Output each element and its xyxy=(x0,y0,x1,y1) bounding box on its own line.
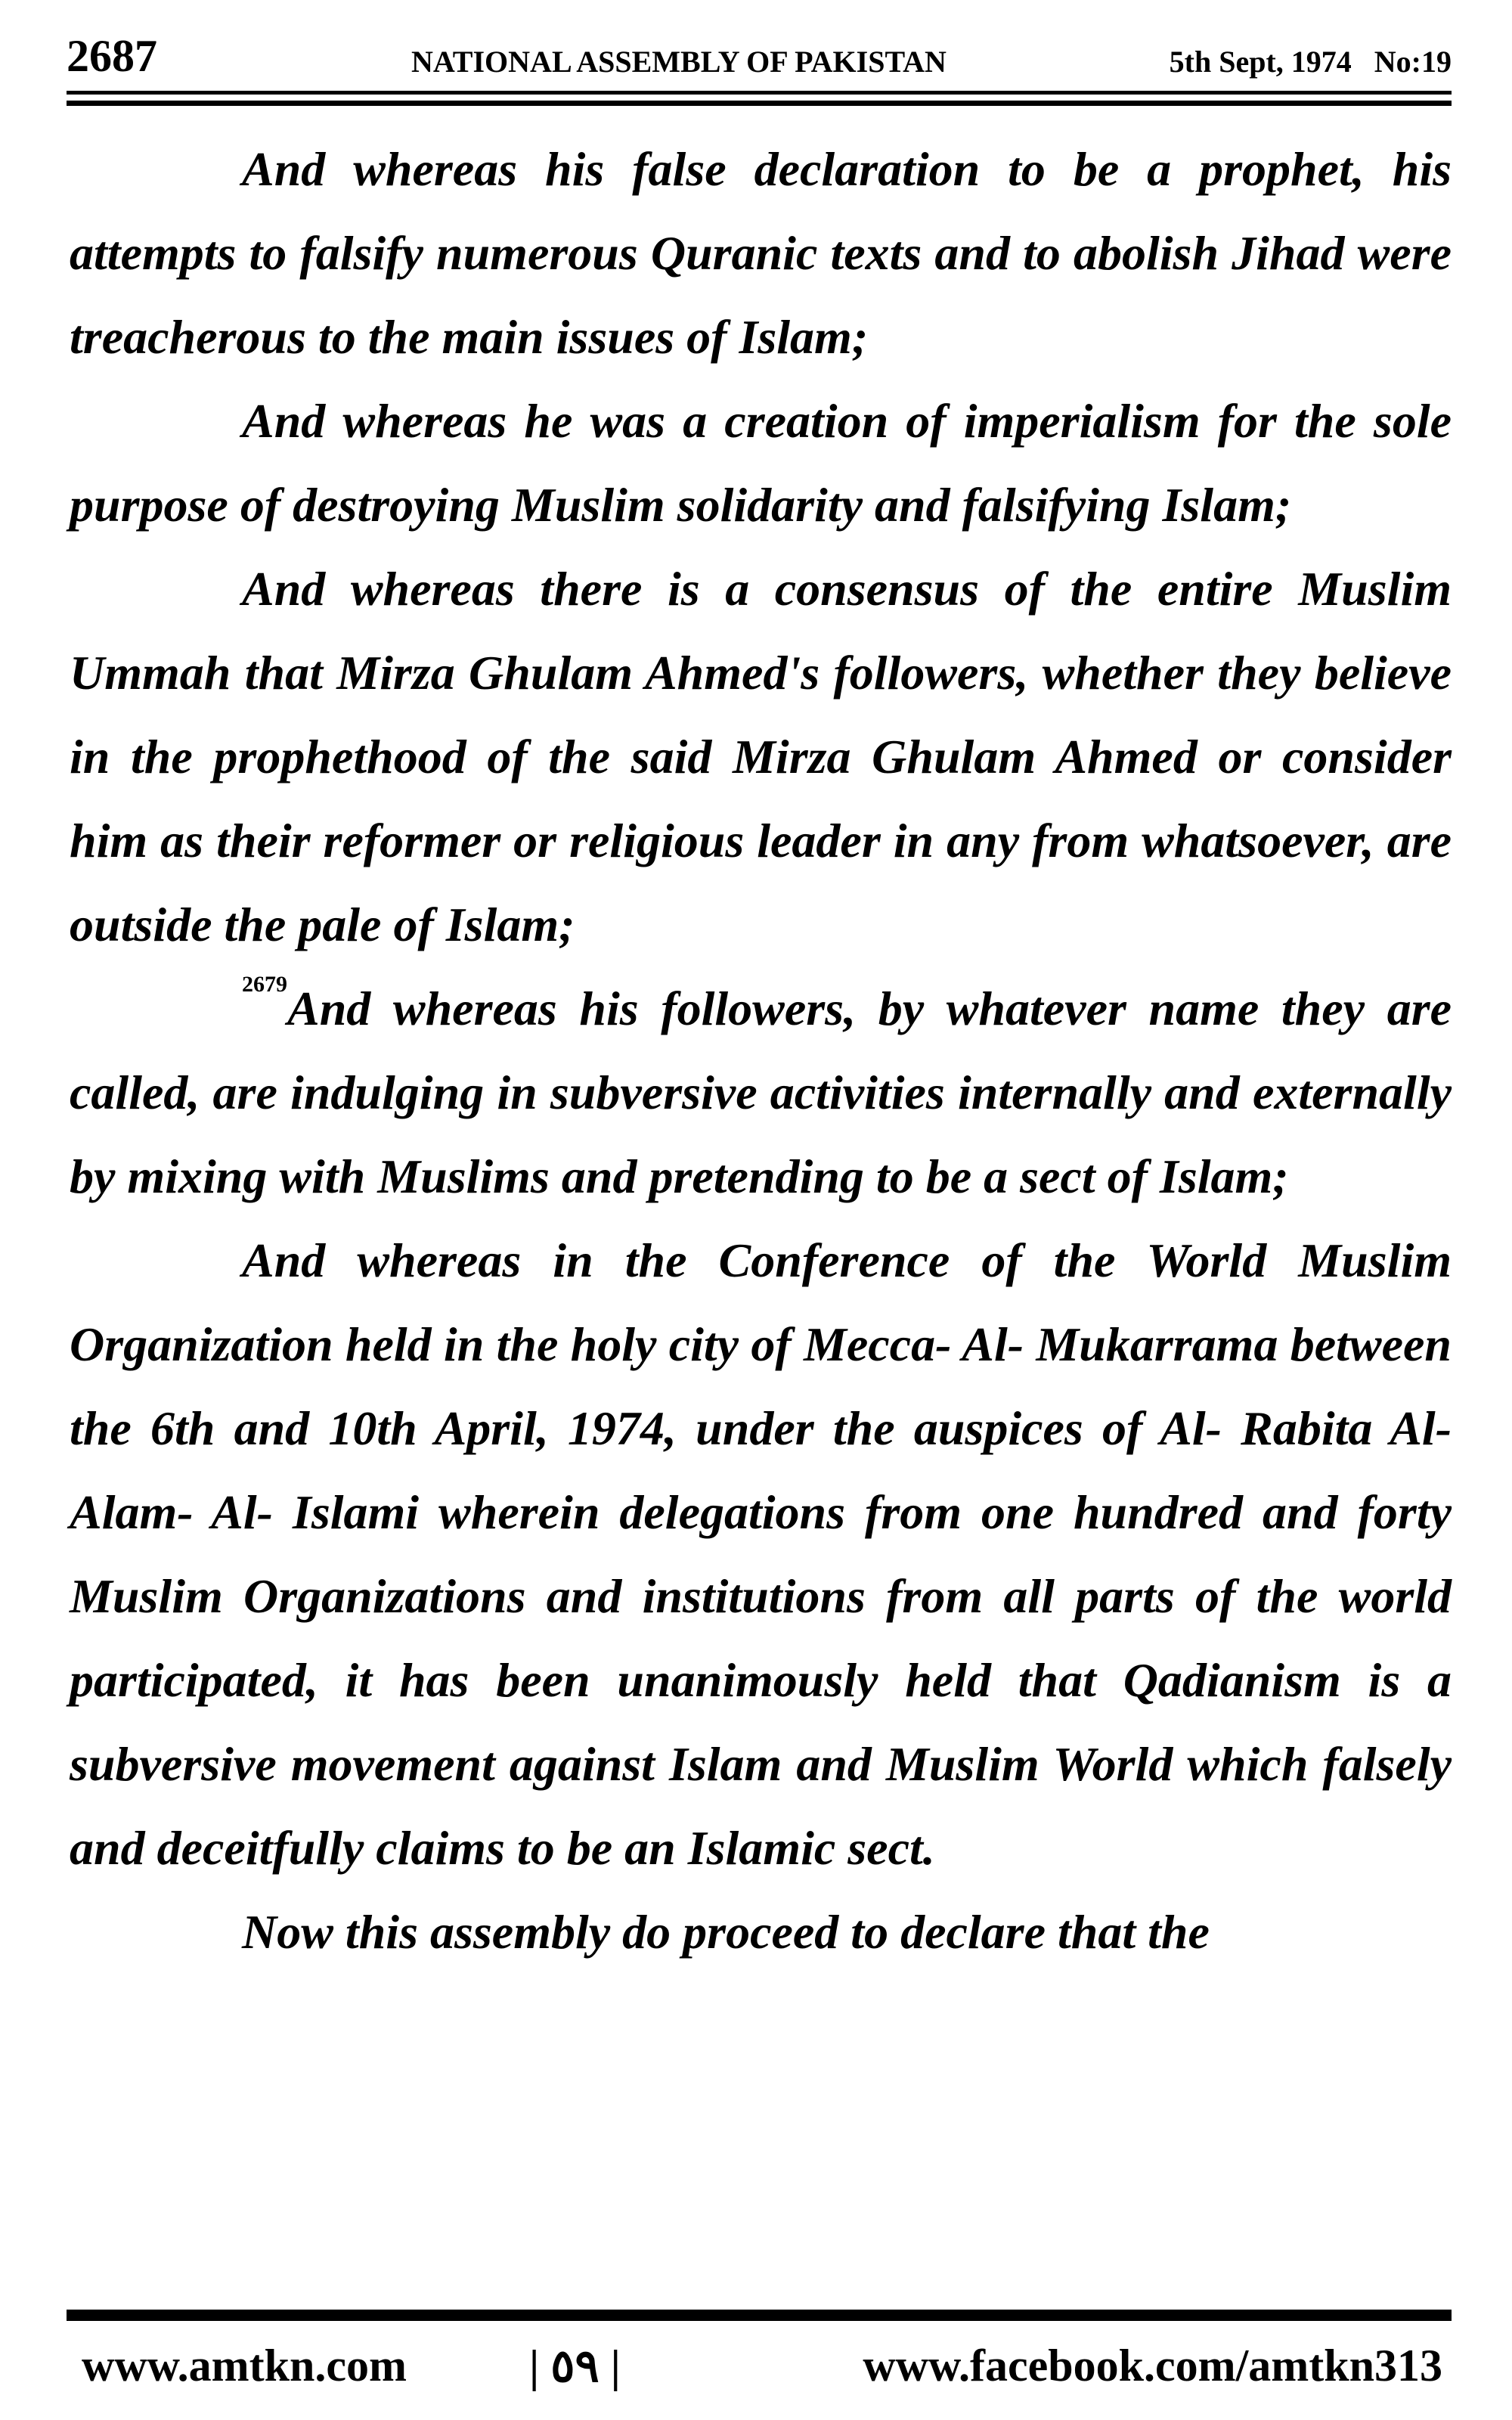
website-link[interactable]: www.amtkn.com xyxy=(82,2341,407,2391)
paragraph-declaration: Now this assembly do proceed to declare that the xyxy=(242,1905,1210,1959)
header-rule-upper xyxy=(67,91,1452,95)
page-header xyxy=(67,30,1452,85)
marginal-page-reference: 2679 xyxy=(242,972,287,997)
paragraph-followers: And whereas his followers, by whatever name they are called, are indulging in subversive activities internally and externally by mixing with Muslims and pretending to be a sect of Islam; xyxy=(70,982,1452,1203)
session-info xyxy=(1170,44,1452,79)
session-date: 5th Sept, 1974 xyxy=(1169,45,1352,79)
document-body xyxy=(70,127,1452,1974)
page-footer xyxy=(82,2340,1442,2400)
document-title: NATIONAL ASSEMBLY OF PAKISTAN xyxy=(411,45,947,79)
paragraph-imperialism: And whereas he was a creation of imperialism for the sole purpose of destroying Muslim solidarity and falsifying Islam; xyxy=(70,394,1452,532)
facebook-link[interactable]: www.facebook.com/amtkn313 xyxy=(863,2341,1442,2391)
page-number: 2687 xyxy=(67,31,157,81)
paragraph-followers-with-ref xyxy=(70,966,1452,1218)
paragraph-false-declaration: And whereas his false declaration to be a prophet, his attempts to falsify numerous Quranic texts and to abolish Jihad were treacherous to the main issues of Islam; xyxy=(70,142,1452,364)
footer-rule xyxy=(67,2310,1452,2321)
paragraph-conference: And whereas in the Conference of the World Muslim Organization held in the holy city of Mecca- Al- Mukarrama between the 6th and 10th April, 1974, under the auspices of Al- Rabita Al- Alam- Al- Islami wherein delegations from one hundred and forty Muslim Organizations and institutions from all parts of the world participated, it has been unanimously held that Qadianism is a subversive movement against Islam and Muslim World which falsely and deceitfully claims to be an Islamic sect. xyxy=(70,1233,1452,1875)
issue-number: No:19 xyxy=(1374,45,1452,79)
header-rule-lower xyxy=(67,101,1452,106)
paragraph-consensus: And whereas there is a consensus of the entire Muslim Ummah that Mirza Ghulam Ahmed's followers, whether they believe in the prophethood of the said Mirza Ghulam Ahmed or consider him as their reformer or religious leader in any from whatsoever, are outside the pale of Islam; xyxy=(70,562,1452,951)
footer-page-marker: | ٥٩ | xyxy=(529,2341,621,2391)
